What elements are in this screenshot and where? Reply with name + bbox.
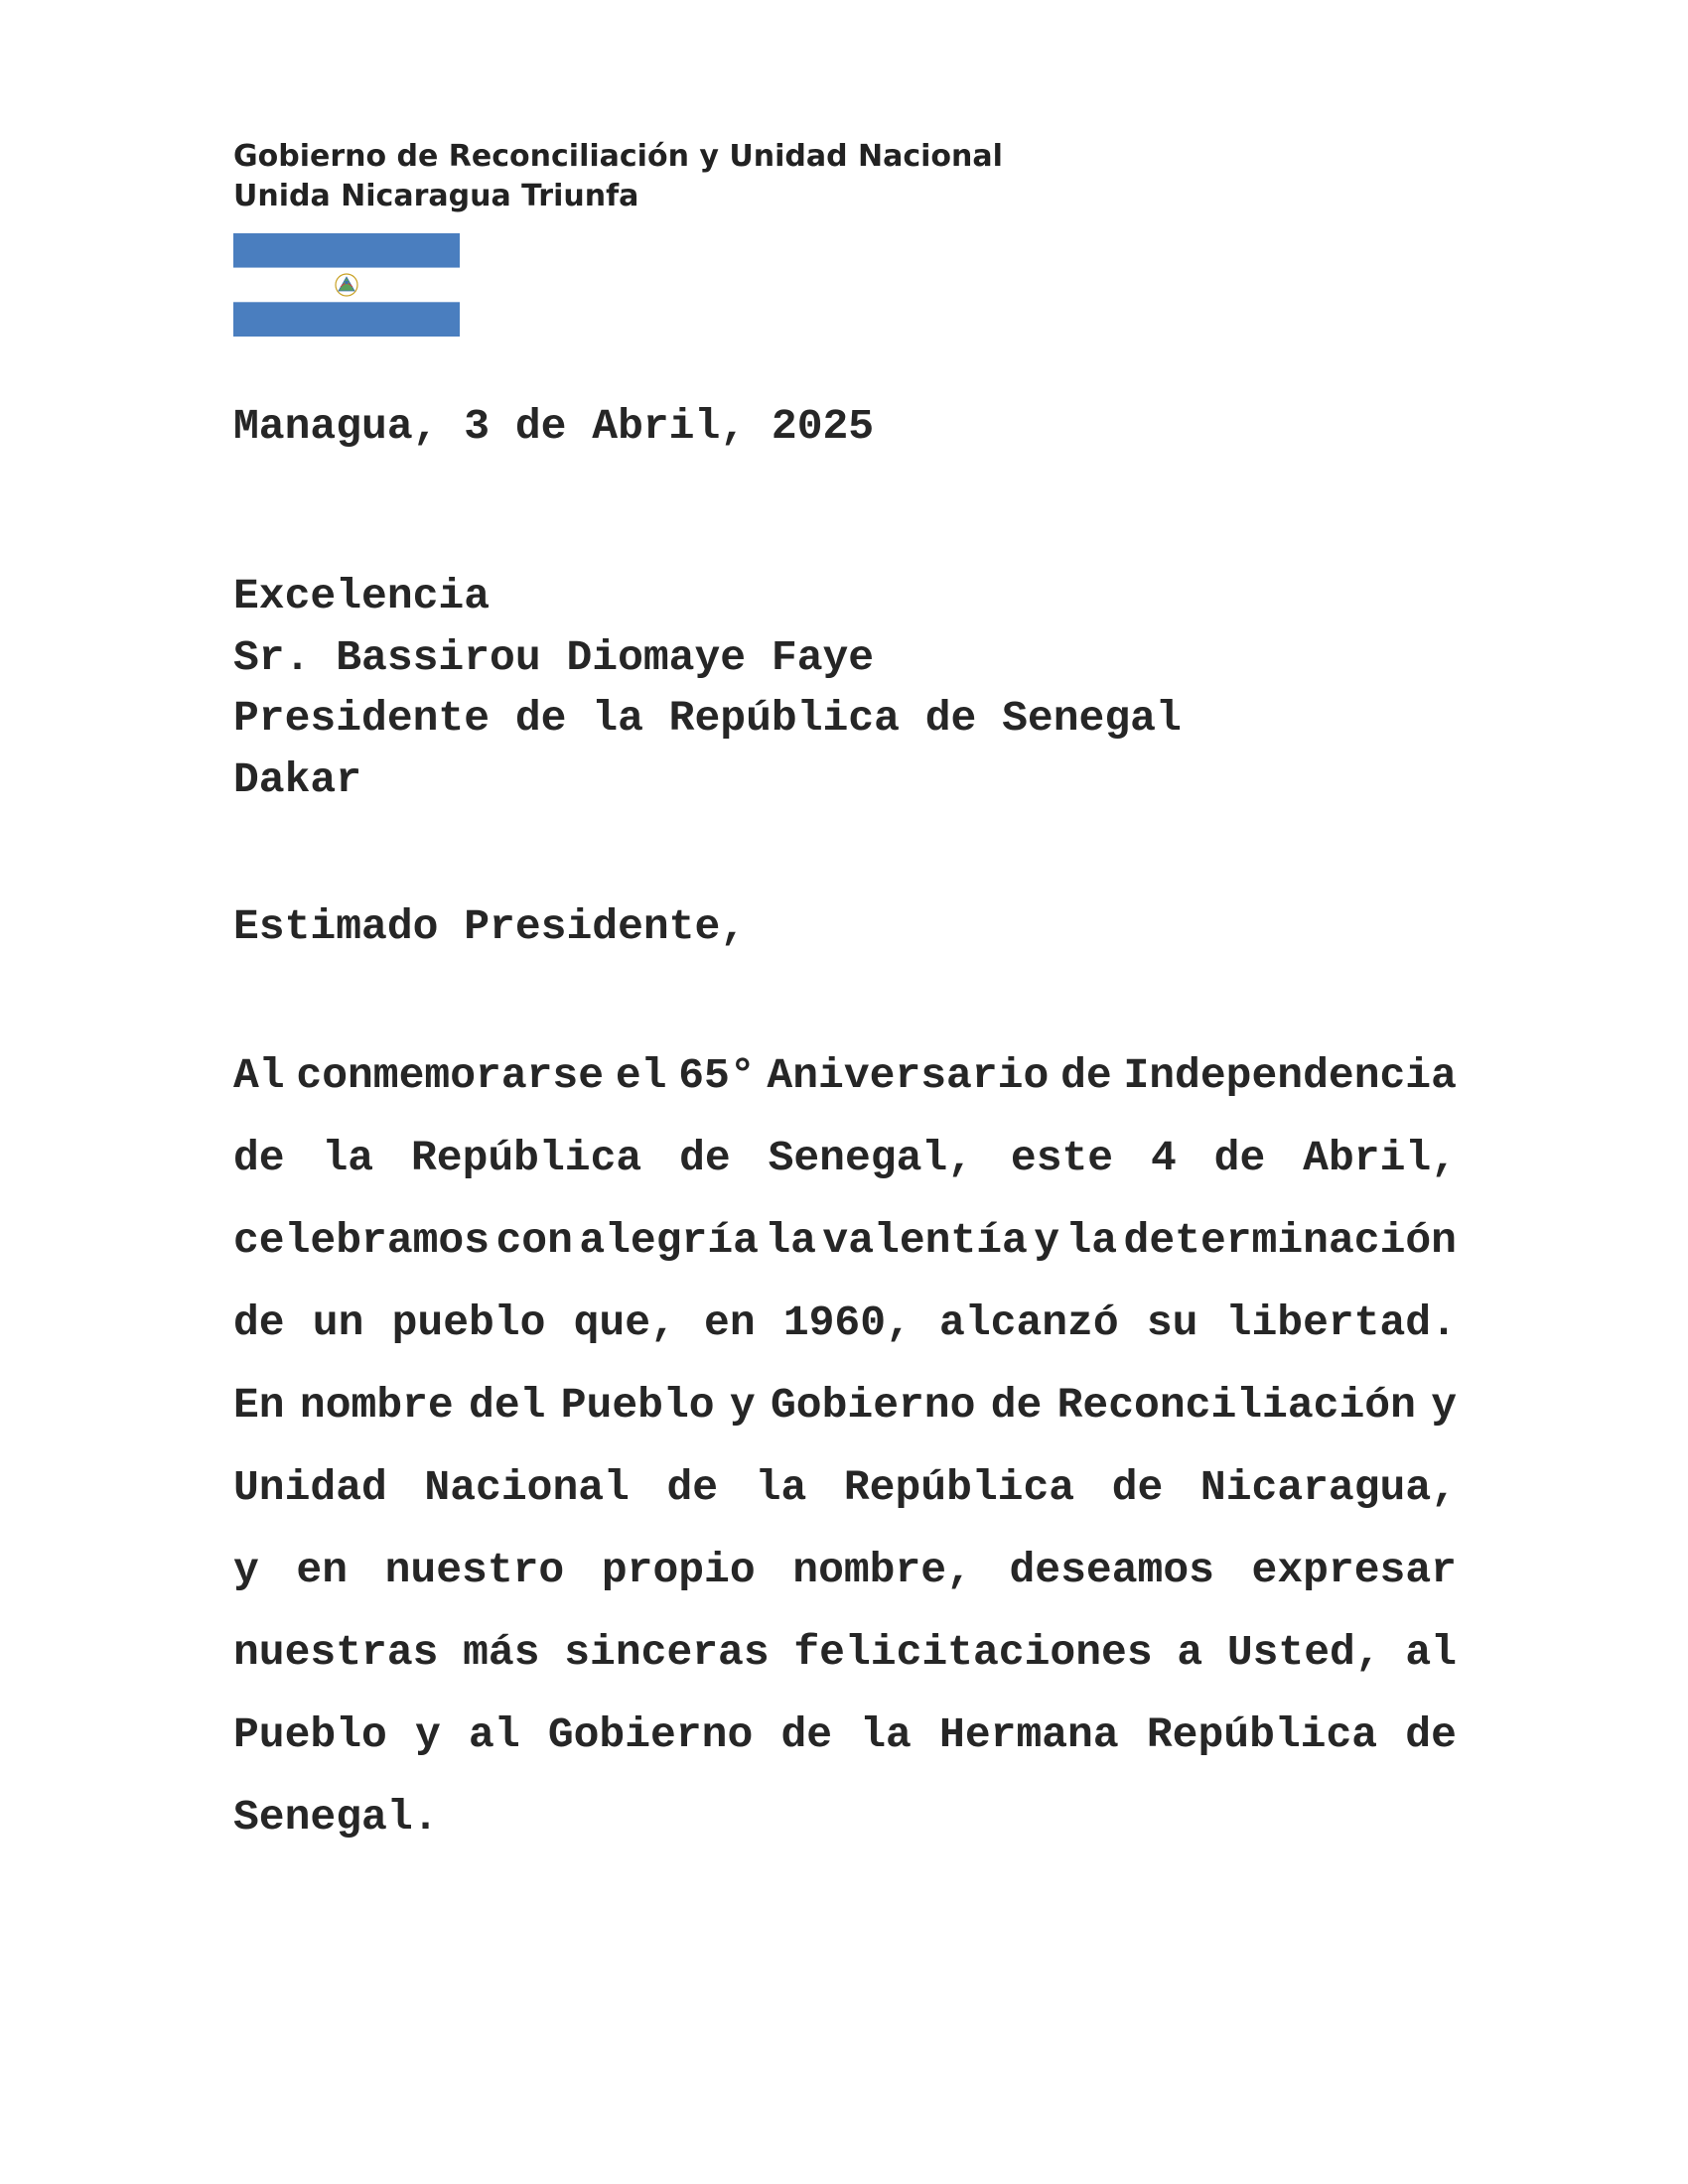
- body-word: Pueblo: [560, 1381, 715, 1430]
- body-line: [233, 1117, 1457, 1199]
- body-line: [233, 1611, 1457, 1694]
- body-word: este: [1010, 1134, 1114, 1182]
- body-word: República: [843, 1463, 1075, 1512]
- recipient-city: Dakar: [233, 754, 362, 804]
- body-word: República: [1146, 1710, 1378, 1759]
- recipient-title: Presidente de la República de Senegal: [233, 694, 1182, 743]
- body-word: de: [233, 1298, 285, 1347]
- body-word: Hermana: [939, 1710, 1119, 1759]
- body-word: la: [765, 1216, 816, 1265]
- body-word: al: [1405, 1628, 1457, 1677]
- body-word: a: [1177, 1628, 1203, 1677]
- body-word: de: [1213, 1134, 1266, 1182]
- body-word: felicitaciones: [793, 1628, 1153, 1677]
- body-word: Gobierno: [770, 1381, 976, 1430]
- body-word: nuestras: [233, 1628, 439, 1677]
- body-word: Independencia: [1123, 1051, 1457, 1100]
- body-word: de: [679, 1134, 731, 1182]
- body-word: Abril,: [1303, 1134, 1457, 1182]
- body-word: y: [729, 1381, 756, 1430]
- body-word: valentía: [822, 1216, 1028, 1265]
- body-word: Senegal,: [768, 1134, 974, 1182]
- body-word: nombre,: [792, 1546, 972, 1594]
- body-word: Senegal.: [233, 1793, 439, 1842]
- body-word: en: [704, 1298, 756, 1347]
- body-word: sinceras: [564, 1628, 770, 1677]
- body-word: de: [1405, 1710, 1457, 1759]
- body-word: Nicaragua,: [1199, 1463, 1457, 1512]
- body-word: Gobierno: [547, 1710, 754, 1759]
- body-word: con: [495, 1216, 573, 1265]
- body-word: nuestro: [384, 1546, 565, 1594]
- body-word: el: [615, 1051, 667, 1100]
- nicaragua-flag-icon: [233, 233, 460, 337]
- body-word: Reconciliación: [1056, 1381, 1416, 1430]
- body-word: 1960,: [782, 1298, 912, 1347]
- body-word: de: [1111, 1463, 1164, 1512]
- letterhead: [233, 137, 1003, 216]
- body-word: libertad.: [1225, 1298, 1457, 1347]
- body-word: determinación: [1123, 1216, 1457, 1265]
- body-word: de: [233, 1134, 285, 1182]
- body-word: de: [1060, 1051, 1112, 1100]
- body-word: y: [1431, 1381, 1457, 1430]
- body-word: más: [463, 1628, 540, 1677]
- recipient-block: [233, 566, 1182, 810]
- body-word: y: [233, 1546, 259, 1594]
- body-word: En: [233, 1381, 285, 1430]
- body-word: y: [415, 1710, 441, 1759]
- body-line: [233, 1282, 1457, 1364]
- body-line: [233, 1446, 1457, 1529]
- body-word: Al: [233, 1051, 285, 1100]
- body-word: nombre: [299, 1381, 454, 1430]
- body-word: pueblo: [391, 1298, 546, 1347]
- body-word: celebramos: [233, 1216, 491, 1265]
- body-line: [233, 1776, 1457, 1858]
- body-word: propio: [601, 1546, 756, 1594]
- letterhead-government-name: Gobierno de Reconciliación y Unidad Nacional: [233, 139, 1003, 174]
- body-word: Pueblo: [233, 1710, 387, 1759]
- body-word: que,: [573, 1298, 676, 1347]
- body-word: Unidad: [233, 1463, 387, 1512]
- body-word: de: [990, 1381, 1043, 1430]
- body-word: del: [469, 1381, 546, 1430]
- body-word: Nacional: [424, 1463, 630, 1512]
- body-word: su: [1146, 1298, 1198, 1347]
- body-word: en: [296, 1546, 349, 1594]
- salutation: Estimado Presidente,: [233, 902, 747, 951]
- body-word: la: [755, 1463, 807, 1512]
- body-line: [233, 1199, 1457, 1282]
- body-word: alcanzó: [939, 1298, 1119, 1347]
- recipient-name: Sr. Bassirou Diomaye Faye: [233, 632, 875, 682]
- body-line: [233, 1364, 1457, 1446]
- body-word: conmemorarse: [296, 1051, 605, 1100]
- body-word: la: [860, 1710, 912, 1759]
- body-word: al: [469, 1710, 520, 1759]
- body-word: de: [666, 1463, 719, 1512]
- body-word: expresar: [1251, 1546, 1457, 1594]
- body-line: [233, 1034, 1457, 1117]
- body-word: de: [780, 1710, 833, 1759]
- body-word: 65°: [678, 1051, 756, 1100]
- letter-body: [233, 1034, 1457, 1858]
- body-word: la: [322, 1134, 374, 1182]
- body-word: un: [312, 1298, 364, 1347]
- body-word: y: [1034, 1216, 1060, 1265]
- body-line: [233, 1694, 1457, 1776]
- body-word: alegría: [579, 1216, 759, 1265]
- body-word: Aniversario: [767, 1051, 1050, 1100]
- body-word: República: [410, 1134, 642, 1182]
- body-word: la: [1065, 1216, 1118, 1265]
- body-line: [233, 1529, 1457, 1611]
- letter-date: Managua, 3 de Abril, 2025: [233, 402, 875, 451]
- recipient-honorific: Excelencia: [233, 572, 491, 620]
- body-word: Usted,: [1226, 1628, 1381, 1677]
- body-word: deseamos: [1009, 1546, 1214, 1594]
- body-word: 4: [1150, 1134, 1177, 1182]
- letterhead-slogan: Unida Nicaragua Triunfa: [233, 179, 639, 213]
